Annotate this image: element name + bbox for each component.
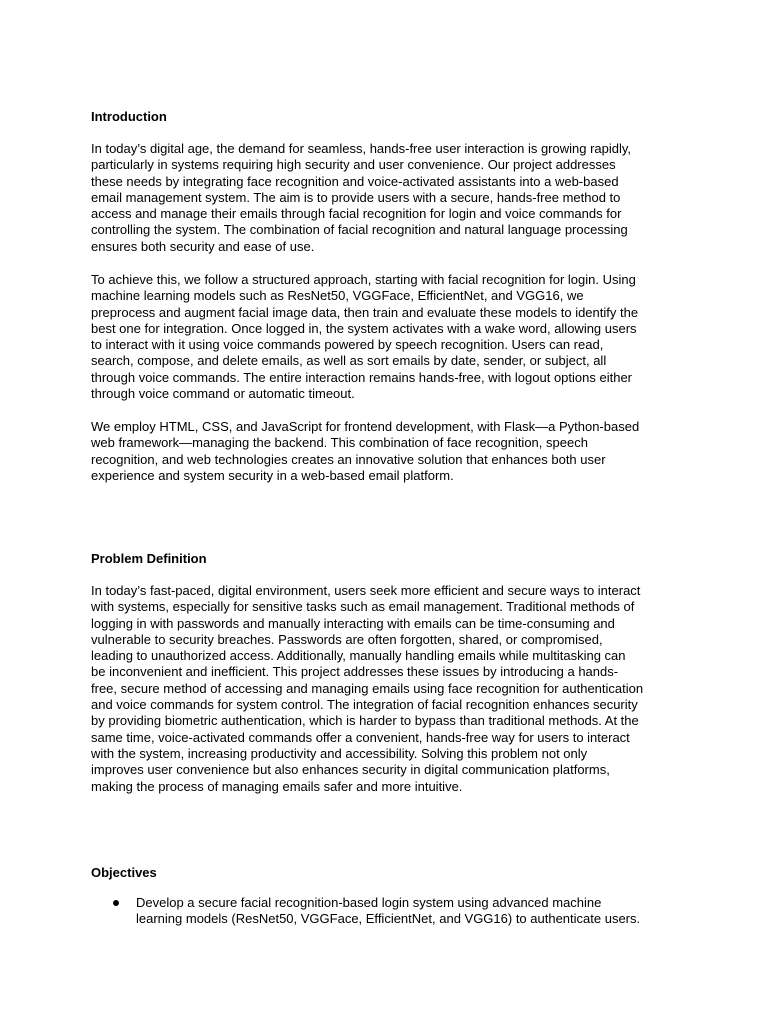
introduction-paragraph-1 (91, 141, 691, 255)
section-heading-objectives: Objectives (91, 865, 157, 880)
section-heading-problem-definition: Problem Definition (91, 551, 207, 566)
bullet-icon (113, 900, 119, 906)
text-line: To achieve this, we follow a structured approach, starting with facial recognition for login. Using (91, 272, 636, 287)
text-line: preprocess and augment facial image data, then train and evaluate these models to identify the (91, 304, 639, 320)
text-line: machine learning models such as ResNet50, VGGFace, EfficientNet, and VGG16, we (91, 288, 584, 304)
introduction-paragraph-2 (91, 272, 691, 402)
objectives-list (91, 895, 691, 928)
text-line: be inconvenient and inefficient. This project addresses these issues by introducing a hands- (91, 664, 619, 680)
text-line: by providing biometric authentication, which is harder to bypass than traditional methods. At the (91, 713, 639, 729)
text-line: email management system. The aim is to provide users with a secure, hands-free method to (91, 189, 621, 205)
text-line: best one for integration. Once logged in, the system activates with a wake word, allowing users (91, 320, 637, 336)
problem-definition-paragraph (91, 583, 691, 795)
text-line: free, secure method of accessing and managing emails using face recognition for authentication (91, 680, 644, 696)
text-line: web framework—managing the backend. This combination of face recognition, speech (91, 435, 588, 451)
text-line: improves user convenience but also enhances security in digital communication platforms, (91, 762, 610, 778)
text-line: vulnerable to security breaches. Passwords are often forgotten, shared, or compromised, (91, 631, 603, 647)
text-line: learning models (ResNet50, VGGFace, EfficientNet, and VGG16) to authenticate users. (136, 911, 641, 927)
text-line: recognition, and web technologies creates an innovative solution that enhances both user (91, 451, 606, 467)
text-line: In today’s fast-paced, digital environment, users seek more efficient and secure ways to interact (91, 583, 641, 598)
text-line: through voice command or automatic timeout. (91, 386, 355, 402)
text-line: logging in with passwords and manually interacting with emails can be time-consuming and (91, 615, 615, 631)
text-line: We employ HTML, CSS, and JavaScript for frontend development, with Flask—a Python-based (91, 419, 640, 434)
text-line: search, compose, and delete emails, as well as sort emails by date, sender, or subject, all (91, 353, 607, 369)
text-line: to interact with it using voice commands powered by speech recognition. Users can read, (91, 337, 604, 353)
section-heading-introduction: Introduction (91, 109, 167, 124)
text-line: leading to unauthorized access. Additionally, manually handling emails while multitasking can (91, 648, 626, 664)
introduction-paragraph-3 (91, 419, 691, 484)
text-line: with systems, especially for sensitive tasks such as email management. Traditional methods of (91, 599, 635, 615)
text-line: In today’s digital age, the demand for seamless, hands-free user interaction is growing rapidly, (91, 141, 632, 156)
text-line: making the process of managing emails safer and more intuitive. (91, 778, 463, 794)
text-line: and voice commands for system control. The integration of facial recognition enhances security (91, 697, 638, 713)
text-line: particularly in systems requiring high security and user convenience. Our project addresses (91, 157, 616, 173)
text-line: controlling the system. The combination of facial recognition and natural language processing (91, 222, 628, 238)
text-line: these needs by integrating face recognition and voice-activated assistants into a web-based (91, 173, 619, 189)
text-line: through voice commands. The entire interaction remains hands-free, with logout options either (91, 369, 632, 385)
text-line: Develop a secure facial recognition-based login system using advanced machine (136, 895, 602, 910)
text-line: with the system, increasing productivity and accessibility. Solving this problem not only (91, 745, 588, 761)
text-line: access and manage their emails through facial recognition for login and voice commands for (91, 206, 622, 222)
text-line: experience and system security in a web-based email platform. (91, 467, 454, 483)
list-item (91, 895, 691, 928)
text-line: ensures both security and ease of use. (91, 238, 315, 254)
text-line: same time, voice-activated commands offer a convenient, hands-free way for users to interact (91, 729, 630, 745)
